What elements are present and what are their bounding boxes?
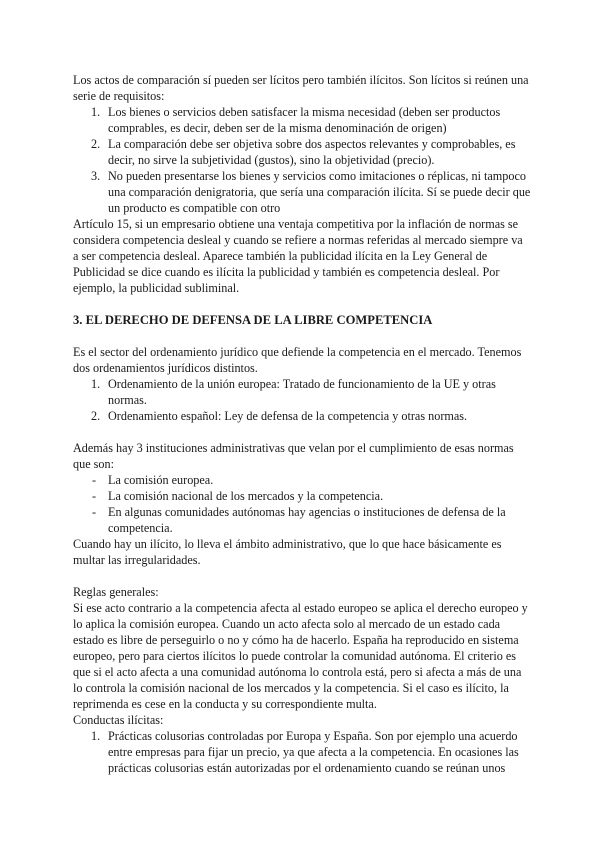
ilicito-paragraph: Cuando hay un ilícito, lo lleva el ámbito administrativo, que lo que hace básicamente es multar las irregularidades. [73,537,502,567]
list-item: 1. Los bienes o servicios deben satisfacer la misma necesidad (deben ser productos comprables, es decir, deben ser de la misma denominación de origen) [91,105,501,135]
document-body [73,72,531,776]
ordenamientos-list [73,376,531,424]
conductas-list [73,728,531,776]
reglas-paragraph: Si ese acto contrario a la competencia afecta al estado europeo se aplica el derecho europeo y lo aplica la comisión europea. Cuando un acto afecta solo al mercado de un estado cada estado es libre de perseguirlo o no y cómo ha de hacerlo. España ha reproducido en sistema europeo, pero para ciertos ilícitos lo puede controlar la comunidad autónoma. El criterio es que si el acto afecta a una comunidad autónoma lo controla está, pero si afecta a más de una lo controla la comisión nacional de los mercados y la competencia. Si el caso es ilícito, la reprimenda es cese en la conducta y su correspondiente multa. [73,601,528,711]
articulo-15-paragraph: Artículo 15, si un empresario obtiene una ventaja competitiva por la inflación de normas se considera competencia desleal y cuando se refiere a normas referidas al mercado siempre va a ser competencia desleal. Aparece también la publicidad ilícita en la Ley General de Publicidad se dice cuando es ilícita la publicidad y también es competencia desleal. Por ejemplo, la publicidad subliminal. [73,217,523,295]
list-item: - En algunas comunidades autónomas hay agencias o instituciones de defensa de la competencia. [92,505,506,535]
requisitos-list [73,104,531,216]
list-item: 2. La comparación debe ser objetiva sobre dos aspectos relevantes y comprobables, es decir, no sirve la subjetividad (gustos), sino la objetividad (precio). [91,137,516,167]
section-heading: 3. EL DERECHO DE DEFENSA DE LA LIBRE COMPETENCIA [73,313,433,327]
reglas-heading: Reglas generales: [73,585,159,599]
list-item: 1. Prácticas colusorias controladas por Europa y España. Son por ejemplo una acuerdo entre empresas para fijar un precio, ya que afecta a la competencia. En ocasiones las prácticas colusorias están autorizadas por el ordenamiento cuando se reúnan unos [91,729,519,775]
list-item: - La comisión nacional de los mercados y la competencia. [92,489,384,503]
instituciones-list [73,472,531,536]
definicion-paragraph: Es el sector del ordenamiento jurídico que defiende la competencia en el mercado. Tenemos dos ordenamientos jurídicos distintos. [73,345,522,375]
list-item: - La comisión europea. [92,473,214,487]
instituciones-intro: Además hay 3 instituciones administrativas que velan por el cumplimiento de esas normas que son: [73,441,514,471]
list-item: 2. Ordenamiento español: Ley de defensa de la competencia y otras normas. [91,409,468,423]
list-item: 3. No pueden presentarse los bienes y servicios como imitaciones o réplicas, ni tampoco una comparación denigratoria, que sería una comparación ilícita. Sí se puede decir que un producto es compatible con otro [91,169,531,215]
conductas-heading: Conductas ilícitas: [73,713,164,727]
intro-paragraph: Los actos de comparación sí pueden ser lícitos pero también ilícitos. Son lícitos si reúnen una serie de requisitos: [73,73,529,103]
list-item: 1. Ordenamiento de la unión europea: Tratado de funcionamiento de la UE y otras normas. [91,377,496,407]
